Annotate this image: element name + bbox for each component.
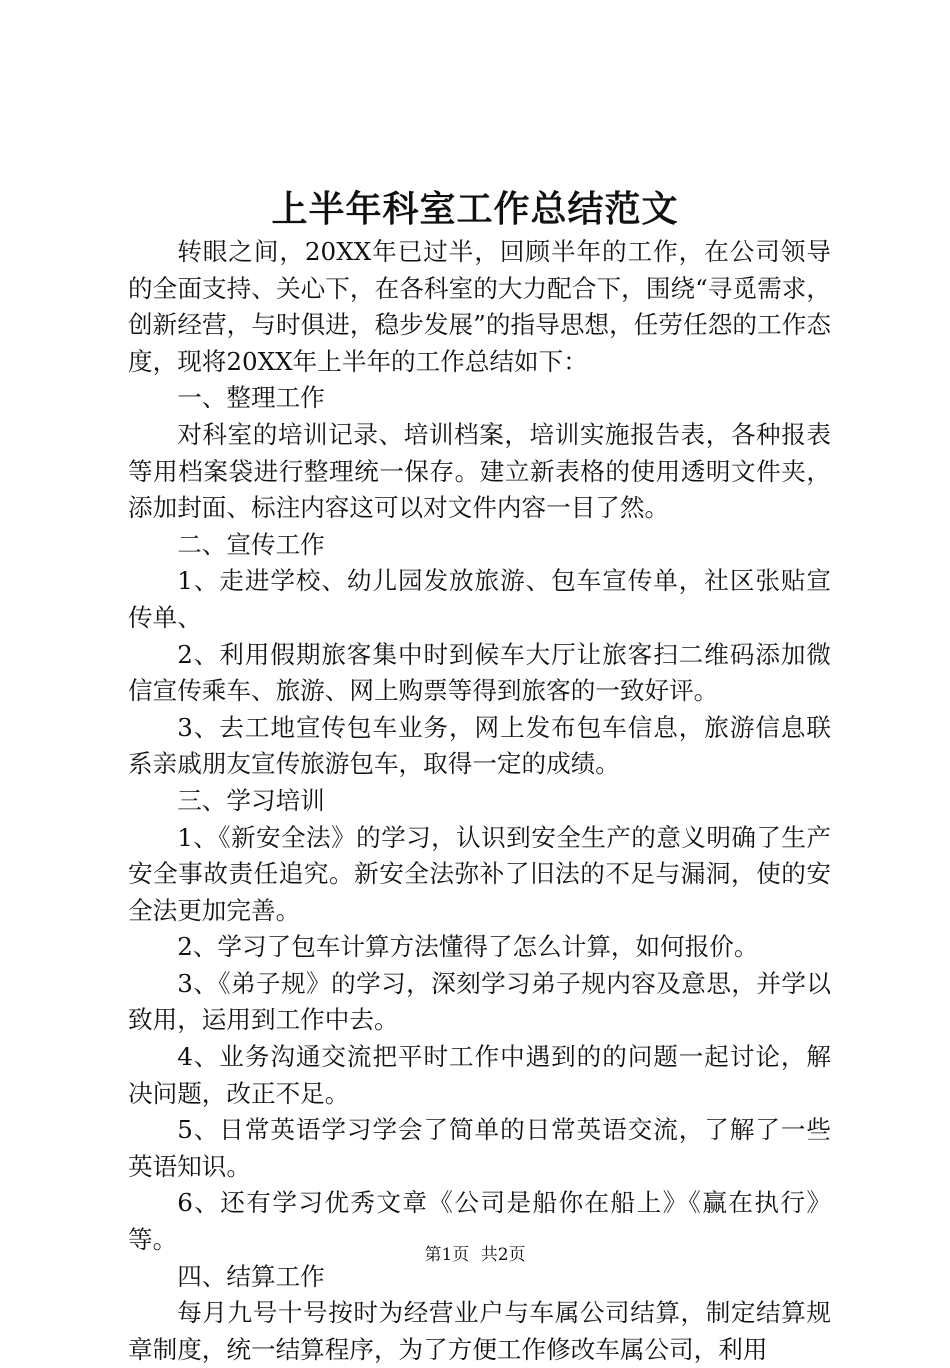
page-total: 共2页 [480,1245,526,1265]
paragraph-training-4: 4、业务沟通交流把平时工作中遇到的的问题一起讨论，解决问题，改正不足。 [128,1042,831,1108]
paragraph-settlement: 每月九号十号按时为经营业户与车属公司结算，制定结算规章制度，统一结算程序，为了方便工作修改车属公司，利用 [128,1298,831,1364]
page-footer [0,1243,950,1267]
section-heading-organize: 一、整理工作 [177,383,325,413]
paragraph-training-5: 5、日常英语学习学会了简单的日常英语交流，了解了一些英语知识。 [128,1115,831,1181]
section-heading-training: 三、学习培训 [177,785,325,815]
section-heading-settlement: 四、结算工作 [177,1261,325,1291]
document-body [128,234,831,1368]
paragraph-training-1: 1、《新安全法》的学习，认识到安全生产的意义明确了生产安全事故责任追究。新安全法弥补了旧法的不足与漏洞，使的安全法更加完善。 [128,822,831,925]
paragraph-organize: 对科室的培训记录、培训档案，培训实施报告表，各种报表等用档案袋进行整理统一保存。建立新表格的使用透明文件夹，添加封面、标注内容这可以对文件内容一目了然。 [128,419,831,523]
paragraph-publicity-3: 3、去工地宣传包车业务，网上发布包车信息，旅游信息联系亲戚朋友宣传旅游包车，取得一定的成绩。 [128,712,831,779]
page-number: 第1页 [424,1245,470,1265]
paragraph-publicity-2: 2、利用假期旅客集中时到候车大厅让旅客扫二维码添加微信宣传乘车、旅游、网上购票等得到旅客的一致好评。 [128,639,831,706]
section-heading-publicity: 二、宣传工作 [177,529,325,559]
paragraph-training-3: 3、《弟子规》的学习，深刻学习弟子规内容及意思，并学以致用，运用到工作中去。 [128,968,831,1035]
paragraph-intro: 转眼之间，20XX年已过半，回顾半年的工作，在公司领导的全面支持、关心下，在各科室的大力配合下，围绕“寻觅需求，创新经营，与时俱进，稳步发展”的指导思想，任劳任怨的工作态度，现将20XX年上半年的工作总结如下： [128,237,831,376]
paragraph-publicity-1: 1、走进学校、幼儿园发放旅游、包车宣传单，社区张贴宣传单、 [128,566,831,632]
paragraph-training-2: 2、学习了包车计算方法懂得了怎么计算，如何报价。 [177,932,759,962]
document-title: 上半年科室工作总结范文 [271,188,679,230]
paragraph-training-6: 6、还有学习优秀文章《公司是船你在船上》《赢在执行》等。 [128,1188,831,1255]
